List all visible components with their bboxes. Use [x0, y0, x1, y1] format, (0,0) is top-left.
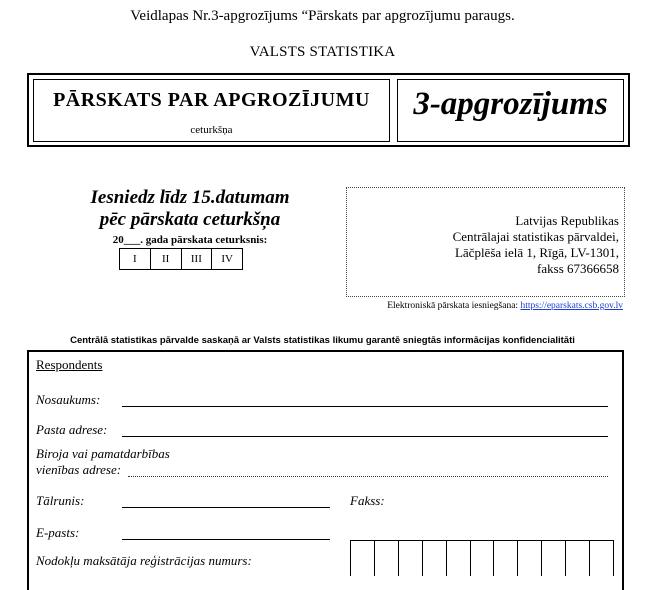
form-code: 3-apgrozījums [413, 86, 608, 122]
address-line-3: Lāčplēša ielā 1, Rīgā, LV-1301, [454, 245, 619, 260]
quarter-box-3[interactable]: III [182, 249, 213, 269]
post-address-label: Pasta adrese: [36, 422, 108, 437]
quarter-label: 20___. gada pārskata ceturksnis: [112, 234, 268, 246]
stat-heading: VALSTS STATISTIKA [249, 44, 396, 60]
confidentiality-note: Centrālā statistikas pārvalde saskaņā ar Valsts statistikas likumu garantē sniegtās informācijas konfidencialitāti [70, 335, 575, 346]
report-title: PĀRSKATS PAR APGROZĪJUMU [53, 89, 370, 111]
quarter-box-4[interactable]: IV [221, 253, 233, 265]
tax-reg-digit-box[interactable] [518, 541, 542, 576]
name-field[interactable] [122, 406, 608, 407]
phone-label: Tālrunis: [36, 493, 85, 508]
address-line-1: Latvijas Republikas [515, 213, 619, 228]
office-address-label-1: Biroja vai pamatdarbības [36, 446, 170, 461]
e-report-note [387, 301, 623, 311]
respondent-heading: Respondents [36, 357, 103, 372]
tax-reg-number-boxes [350, 540, 614, 576]
deadline-line-1: Iesniedz līdz 15.datumam [90, 187, 290, 208]
quarter-selector [119, 248, 243, 270]
quarter-box-2[interactable]: II [151, 249, 182, 269]
address-line-2: Centrālajai statistikas pārvaldei, [452, 229, 619, 244]
email-label: E-pasts: [36, 525, 80, 540]
e-report-link[interactable]: https://eparskats.csb.gov.lv [520, 301, 623, 311]
post-address-field[interactable] [122, 436, 608, 437]
phone-field[interactable] [122, 507, 330, 508]
tax-reg-digit-box[interactable] [590, 541, 613, 576]
period-word: ceturkšņa [190, 124, 233, 136]
office-address-label-2: vienības adrese: [36, 462, 122, 477]
name-label: Nosaukums: [36, 392, 101, 407]
address-line-4: fakss 67366658 [537, 261, 619, 276]
office-address-field[interactable] [128, 476, 608, 477]
e-report-label: Elektroniskā pārskata iesniegšana: [387, 301, 519, 311]
quarter-box-1[interactable]: I [120, 249, 151, 269]
tax-reg-digit-box[interactable] [423, 541, 447, 576]
tax-reg-digit-box[interactable] [494, 541, 518, 576]
tax-reg-label: Nodokļu maksātāja reģistrācijas numurs: [36, 553, 252, 568]
tax-reg-digit-box[interactable] [542, 541, 566, 576]
tax-reg-digit-box[interactable] [447, 541, 471, 576]
tax-reg-digit-box[interactable] [399, 541, 423, 576]
tax-reg-digit-box[interactable] [375, 541, 399, 576]
tax-reg-digit-box[interactable] [566, 541, 590, 576]
form-caption: Veidlapas Nr.3-apgrozījums “Pārskats par apgrozījumu paraugs. [130, 8, 515, 24]
fax-label: Fakss: [350, 493, 385, 508]
tax-reg-digit-box[interactable] [471, 541, 495, 576]
tax-reg-digit-box[interactable] [351, 541, 375, 576]
email-field[interactable] [122, 539, 330, 540]
deadline-line-2: pēc pārskata ceturkšņa [99, 209, 281, 230]
